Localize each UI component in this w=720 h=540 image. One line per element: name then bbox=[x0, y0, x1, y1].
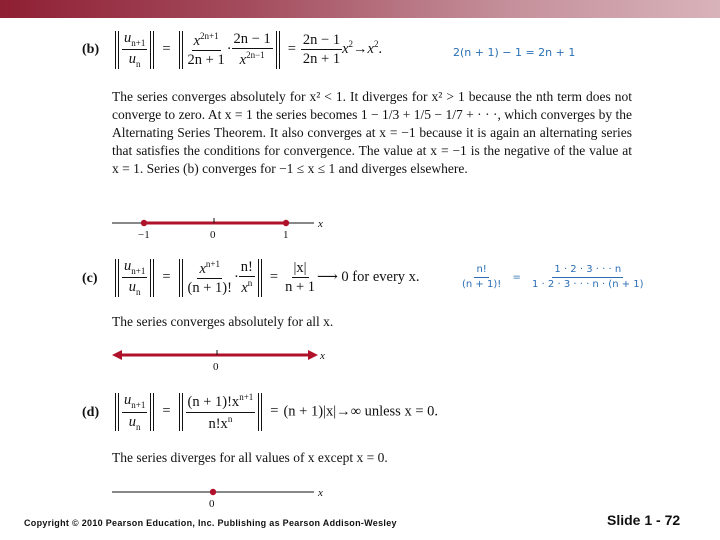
part-c-side-note: $\frac{n!}{(n + 1)!}$ = $\frac{1 \cdot 2 \cdot 3 \cdot \cdot \cdot n}{1 \cdot 2 \cdot 3 \cdot \cdot \cdot n \cdot (n + 1)}$ bbox=[462, 264, 644, 290]
part-d-label: (d) bbox=[82, 405, 100, 420]
axis-b-var: x bbox=[318, 218, 323, 230]
axis-b-tick-label-0: 0 bbox=[210, 229, 216, 241]
axis-c-var: x bbox=[320, 350, 325, 362]
axis-c-arrow-right bbox=[308, 350, 318, 360]
axis-b-endpoint-left bbox=[141, 220, 147, 226]
axis-d-var: x bbox=[318, 487, 323, 499]
axis-d-tick-label-0: 0 bbox=[209, 498, 215, 510]
axis-c-arrow-left bbox=[112, 350, 122, 360]
part-b-equation: $\frac{u_{n+1}}{u_n}$ = $\frac{x^{2n+1}}{2n + 1}$ · $\frac{2n - 1}{x^{2n-1}}$ = $\frac{2n - 1}{2n + 1}$ $x^2\to x^2$. bbox=[112, 30, 382, 69]
part-b-label: (b) bbox=[82, 42, 100, 57]
axis-b-endpoint-right bbox=[283, 220, 289, 226]
part-c-explanation: The series converges absolutely for all x. bbox=[112, 314, 334, 329]
part-c-equation: $\frac{u_{n+1}}{u_n}$ = $\frac{x^{n+1}}{(n + 1)!}$ · $\frac{n!}{x^n}$ = $\frac{|x|}{n + 1}$ ⟶ 0 for every x. bbox=[112, 258, 420, 297]
part-b-explanation: The series converges absolutely for x² < 1. It diverges for x² > 1 because the nth term does not converge to zero. At x = 1 the series becomes 1 − 1/3 + 1/5 − 1/7 + · · ·, which converges by the Alternating Series Theorem. It also converges at x = −1 because it is again an alternating series that satisfies the conditions for convergence. The value at x = −1 is the negative of the value at x = 1. Series (b) converges for −1 ≤ x ≤ 1 and diverges elsewhere. bbox=[112, 89, 632, 176]
axis-c-tick-label-0: 0 bbox=[213, 361, 219, 373]
axis-d-point bbox=[210, 489, 216, 495]
part-d-equation: $\frac{u_{n+1}}{u_n}$ = $\frac{(n + 1)!x^{n+1}}{n!x^n}$ = (n + 1)|x|→∞ unless x = 0. bbox=[112, 392, 438, 432]
copyright-footer: Copyright © 2010 Pearson Education, Inc. Publishing as Pearson Addison-Wesley bbox=[24, 518, 397, 528]
slide-number: Slide 1 - 72 bbox=[607, 512, 681, 528]
part-c-label: (c) bbox=[82, 271, 98, 286]
axis-b-tick-label-neg1: −1 bbox=[138, 229, 150, 241]
axis-b-tick-label-1: 1 bbox=[283, 229, 289, 241]
part-b-side-note: 2(n + 1) − 1 = 2n + 1 bbox=[453, 46, 576, 59]
part-d-explanation: The series diverges for all values of x except x = 0. bbox=[112, 450, 388, 465]
